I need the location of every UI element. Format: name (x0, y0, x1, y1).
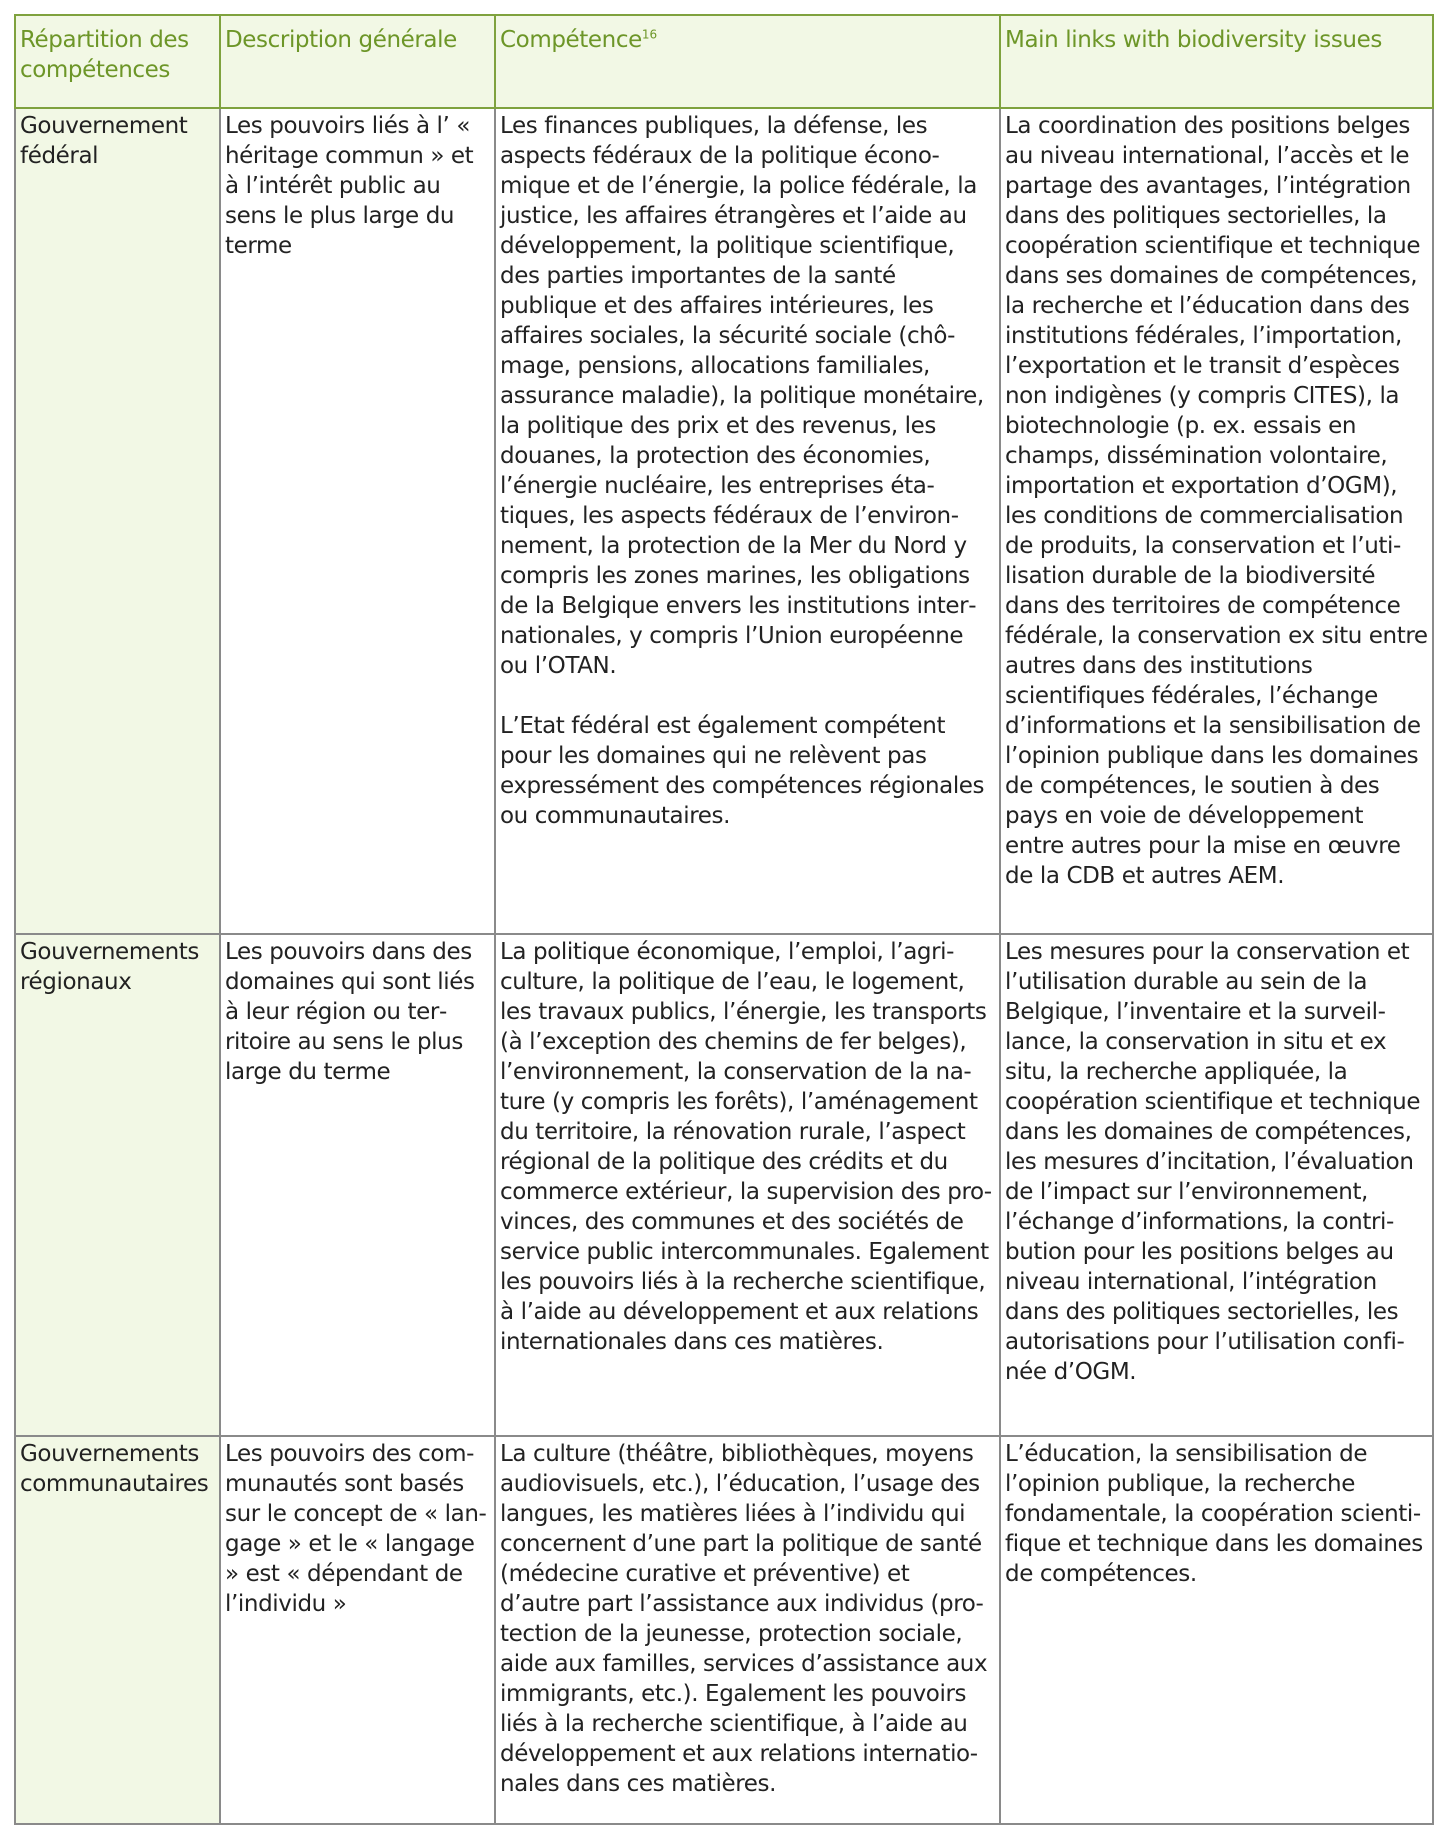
table-body (15, 108, 1433, 1824)
description-cell: Les pouvoirs dans des domaines qui sont liés à leur région ou territoire au sens le plus large du terme (220, 934, 495, 1436)
government-level-cell: Gouvernement fédéral (15, 108, 220, 934)
biodiversity-links-cell: Les mesures pour la conservation et l’utilisation durable au sein de la Belgique, l’inventaire et la surveillance, la conservation in situ et ex situ, la recherche appliquée, la coopération scientifique et technique dans les domaines de compétences, les mesures d’incitation, l’évaluation de l’impact sur l’environnement, l’échange d’informations, la contribution pour les positions belges au niveau international, l’intégration dans des politiques sectorielles, les autorisations pour l’utilisation confinée d’OGM. (1000, 934, 1433, 1436)
header-row (15, 15, 1433, 108)
competence-paragraph: Les finances publiques, la défense, les aspects fédéraux de la politique économique et de l’énergie, la police fédérale, la justice, les affaires étrangères et l’aide au développement, la politique scientifique, des parties importantes de la santé publique et des affaires intérieures, les affaires sociales, la sécurité sociale (chômage, pensions, allocations familiales, assurance maladie), la politique monétaire, la politique des prix et des revenus, les douanes, la protection des économies, l’énergie nucléaire, les entreprises étatiques, les aspects fédéraux de l’environnement, la protection de la Mer du Nord y compris les zones marines, les obligations de la Belgique envers les institutions internationales, y compris l’Union européenne ou l’OTAN. (500, 113, 984, 679)
header-description: Description générale (220, 15, 495, 108)
header-biodiversity-links: Main links with biodiversity issues (1000, 15, 1433, 108)
competence-cell (495, 1436, 1000, 1824)
biodiversity-links-cell: L’éducation, la sensibilisation de l’opinion publique, la recherche fondamentale, la coopération scientifique et technique dans les domaines de compétences. (1000, 1436, 1433, 1824)
competence-paragraph: La politique économique, l’emploi, l’agriculture, la politique de l’eau, le logement, les travaux publics, l’énergie, les transports (à l’exception des chemins de fer belges), l’environnement, la conservation de la nature (y compris les forêts), l’aménagement du territoire, la rénovation rurale, l’aspect régional de la politique des crédits et du commerce extérieur, la supervision des provinces, des communes et des sociétés de service public intercommunales. Egalement les pouvoirs liés à la recherche scientifique, à l’aide au développement et aux relations internationales dans ces matières. (500, 939, 992, 1355)
competence-paragraph: L’Etat fédéral est également compétent pour les domaines qui ne relèvent pas expressément des compétences régionales ou communautaires. (500, 713, 985, 829)
competence-cell (495, 934, 1000, 1436)
description-cell: Les pouvoirs liés à l’ « héritage commun » et à l’intérêt public au sens le plus large du terme (220, 108, 495, 934)
table-row (15, 1436, 1433, 1824)
table-header (15, 15, 1433, 108)
header-repartition: Répartition des compétences (15, 15, 220, 108)
description-cell: Les pouvoirs des communautés sont basés sur le concept de « langage » et le « langage » est « dépendant de l’individu » (220, 1436, 495, 1824)
table-row (15, 108, 1433, 934)
table-row (15, 934, 1433, 1436)
biodiversity-links-cell: La coordination des positions belges au niveau international, l’accès et le partage des avantages, l’intégration dans des politiques sectorielles, la coopération scientifique et technique dans ses domaines de compétences, la recherche et l’éducation dans des institutions fédérales, l’importation, l’exportation et le transit d’espèces non indigènes (y compris CITES), la biotechnologie (p. ex. essais en champs, dissémination volontaire, importation et exportation d’OGM), les conditions de commercialisation de produits, la conservation et l’utilisation durable de la biodiversité dans des territoires de compétence fédérale, la conservation ex situ entre autres dans des institutions scientifiques fédérales, l’échange d’informations et la sensibilisation de l’opinion publique dans les domaines de compétences, le soutien à des pays en voie de développement entre autres pour la mise en œuvre de la CDB et autres AEM. (1000, 108, 1433, 934)
competence-cell (495, 108, 1000, 934)
competence-paragraph: La culture (théâtre, bibliothèques, moyens audiovisuels, etc.), l’éducation, l’usage des langues, les matières liées à l’individu qui concernent d’une part la politique de santé (médecine curative et préventive) et d’autre part l’assistance aux individus (protection de la jeunesse, protection sociale, aide aux familles, services d’assistance aux immigrants, etc.). Egalement les pouvoirs liés à la recherche scientifique, à l’aide au développement et aux relations internationales dans ces matières. (500, 1441, 988, 1797)
header-competence (495, 15, 1000, 108)
government-level-cell: Gouvernements régionaux (15, 934, 220, 1436)
government-level-cell: Gouvernements communautaires (15, 1436, 220, 1824)
competences-table (14, 14, 1434, 1825)
header-competence-label: Compétence (500, 27, 642, 53)
footnote-marker: 16 (641, 27, 658, 42)
